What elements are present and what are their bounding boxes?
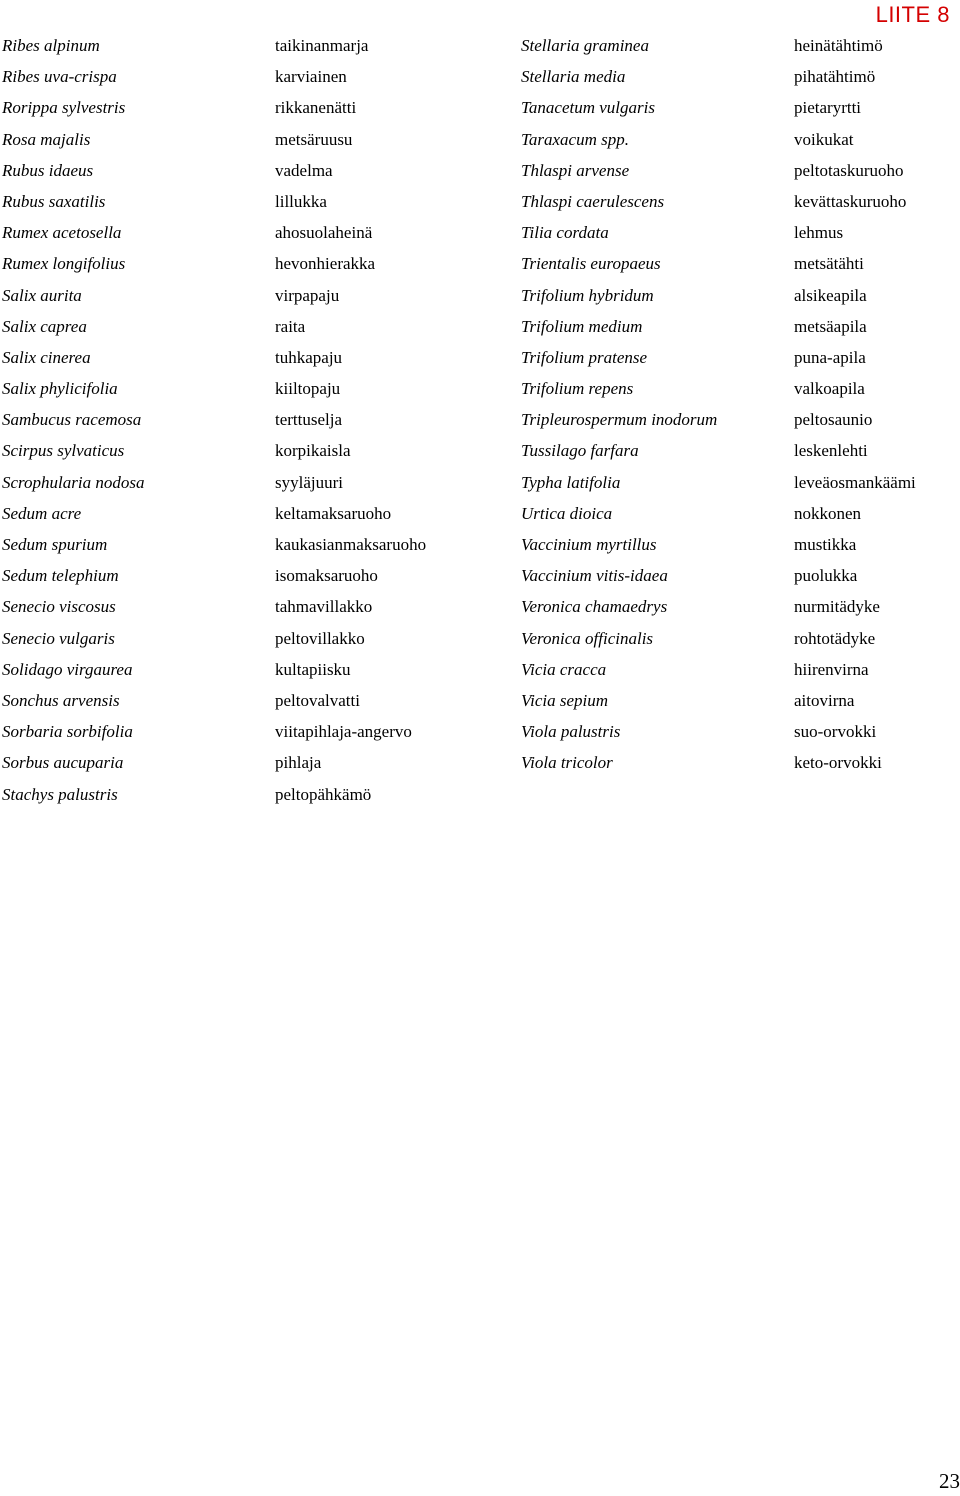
appendix-label: LIITE 8: [875, 2, 950, 27]
finnish-name-cell: ahosuolaheinä: [275, 223, 373, 243]
table-row: [0, 750, 960, 781]
latin-name-cell: Trientalis europaeus: [521, 254, 661, 274]
finnish-name-cell: taikinanmarja: [275, 36, 369, 55]
latin-name-cell: Salix caprea: [2, 316, 87, 336]
latin-name-cell: Rubus saxatilis: [2, 191, 106, 211]
latin-name-cell: Veronica chamaedrys: [521, 597, 668, 617]
table-row: [0, 470, 960, 501]
finnish-name-cell: leskenlehti: [794, 441, 868, 461]
table-row: [0, 719, 960, 750]
finnish-name-cell: suo-orvokki: [794, 722, 877, 742]
table-row: [0, 407, 960, 438]
table-row: [0, 501, 960, 532]
table-row: [0, 95, 960, 126]
latin-name-cell: Stellaria media: [521, 67, 626, 87]
latin-name-cell: Tussilago farfara: [521, 441, 639, 461]
latin-name-cell: Urtica dioica: [521, 503, 613, 523]
finnish-name-cell: metsäapila: [794, 316, 867, 336]
latin-name-cell: Stellaria graminea: [521, 36, 649, 55]
latin-name-cell: Sambucus racemosa: [2, 410, 142, 430]
latin-name-cell: Scirpus sylvaticus: [2, 441, 125, 461]
table-row: [0, 532, 960, 563]
latin-name-cell: Trifolium pratense: [521, 347, 648, 367]
table-row: [0, 376, 960, 407]
finnish-name-cell: puolukka: [794, 566, 858, 586]
finnish-name-cell: metsätähti: [794, 254, 864, 274]
latin-name-cell: Thlaspi caerulescens: [521, 191, 665, 211]
finnish-name-cell: viitapihlaja-angervo: [275, 722, 412, 742]
table-row: [0, 158, 960, 189]
finnish-name-cell: valkoapila: [794, 379, 865, 399]
finnish-name-cell: alsikeapila: [794, 285, 867, 305]
table-row: [0, 594, 960, 625]
latin-name-cell: Stachys palustris: [2, 784, 118, 804]
finnish-name-cell: aitovirna: [794, 690, 855, 710]
finnish-name-cell: tuhkapaju: [275, 347, 343, 367]
finnish-name-cell: keltamaksaruoho: [275, 503, 392, 523]
table-row: [0, 563, 960, 594]
finnish-name-cell: raita: [275, 316, 306, 336]
finnish-name-cell: keto-orvokki: [794, 753, 882, 773]
latin-name-cell: Senecio viscosus: [2, 597, 116, 617]
finnish-name-cell: syyläjuuri: [275, 472, 343, 492]
finnish-name-cell: peltovalvatti: [275, 690, 360, 710]
species-table: [0, 33, 960, 813]
latin-name-cell: Trifolium repens: [521, 379, 634, 399]
latin-name-cell: Vicia cracca: [521, 659, 607, 679]
finnish-name-cell: kevättaskuruoho: [794, 191, 907, 211]
latin-name-cell: Thlaspi arvense: [521, 160, 630, 180]
finnish-name-cell: rohtotädyke: [794, 628, 876, 648]
finnish-name-cell: vadelma: [275, 160, 333, 180]
latin-name-cell: Vaccinium vitis-idaea: [521, 566, 668, 586]
table-row: [0, 688, 960, 719]
finnish-name-cell: nurmitädyke: [794, 597, 880, 617]
finnish-name-cell: peltovillakko: [275, 628, 365, 648]
table-row: [0, 626, 960, 657]
latin-name-cell: Veronica officinalis: [521, 628, 654, 648]
latin-name-cell: Salix aurita: [2, 285, 82, 305]
latin-name-cell: Trifolium medium: [521, 316, 643, 336]
finnish-name-cell: lehmus: [794, 223, 844, 243]
page-number: 23: [939, 1469, 960, 1493]
latin-name-cell: Ribes uva-crispa: [2, 67, 117, 87]
latin-name-cell: Senecio vulgaris: [2, 628, 115, 648]
latin-name-cell: Typha latifolia: [521, 472, 621, 492]
latin-name-cell: Rorippa sylvestris: [2, 98, 126, 118]
finnish-name-cell: hevonhierakka: [275, 254, 376, 274]
table-row: [0, 64, 960, 95]
latin-name-cell: Vicia sepium: [521, 690, 609, 710]
finnish-name-cell: lillukka: [275, 191, 327, 211]
finnish-name-cell: peltosaunio: [794, 410, 873, 430]
finnish-name-cell: puna-apila: [794, 347, 866, 367]
table-row: [0, 345, 960, 376]
finnish-name-cell: tahmavillakko: [275, 597, 373, 617]
finnish-name-cell: kaukasianmaksaruoho: [275, 535, 427, 554]
table-row: [0, 189, 960, 220]
table-row: [0, 127, 960, 158]
latin-name-cell: Sedum telephium: [2, 566, 119, 586]
latin-name-cell: Scrophularia nodosa: [2, 472, 145, 492]
finnish-name-cell: mustikka: [794, 535, 857, 554]
finnish-name-cell: terttuselja: [275, 410, 343, 430]
finnish-name-cell: kultapiisku: [275, 659, 351, 679]
latin-name-cell: Vaccinium myrtillus: [521, 535, 657, 554]
latin-name-cell: Rubus idaeus: [2, 160, 94, 180]
finnish-name-cell: heinätähtimö: [794, 36, 883, 55]
table-row: [0, 438, 960, 469]
finnish-name-cell: korpikaisla: [275, 441, 351, 461]
finnish-name-cell: voikukat: [794, 129, 854, 149]
finnish-name-cell: hiirenvirna: [794, 659, 869, 679]
latin-name-cell: Tanacetum vulgaris: [521, 98, 655, 118]
latin-name-cell: Sorbus aucuparia: [2, 753, 124, 773]
finnish-name-cell: peltotaskuruoho: [794, 160, 904, 180]
latin-name-cell: Trifolium hybridum: [521, 285, 654, 305]
finnish-name-cell: metsäruusu: [275, 129, 353, 149]
table-row: [0, 33, 960, 64]
finnish-name-cell: isomaksaruoho: [275, 566, 378, 586]
finnish-name-cell: pietaryrtti: [794, 98, 862, 118]
latin-name-cell: Viola tricolor: [521, 753, 613, 773]
table-row: [0, 314, 960, 345]
finnish-name-cell: rikkanenätti: [275, 98, 357, 118]
table-row: [0, 283, 960, 314]
latin-name-cell: Ribes alpinum: [2, 36, 100, 55]
finnish-name-cell: virpapaju: [275, 285, 340, 305]
latin-name-cell: Viola palustris: [521, 722, 621, 742]
finnish-name-cell: nokkonen: [794, 503, 862, 523]
latin-name-cell: Sorbaria sorbifolia: [2, 722, 133, 742]
latin-name-cell: Taraxacum spp.: [521, 129, 629, 149]
finnish-name-cell: pihlaja: [275, 753, 322, 773]
latin-name-cell: Tilia cordata: [521, 223, 609, 243]
table-row: [0, 657, 960, 688]
finnish-name-cell: pihatähtimö: [794, 67, 876, 87]
finnish-name-cell: kiiltopaju: [275, 379, 341, 399]
latin-name-cell: Salix phylicifolia: [2, 379, 118, 399]
latin-name-cell: Sedum spurium: [2, 535, 108, 554]
latin-name-cell: Sedum acre: [2, 503, 82, 523]
table-row: [0, 251, 960, 282]
table-row: [0, 782, 960, 813]
latin-name-cell: Solidago virgaurea: [2, 659, 133, 679]
latin-name-cell: Rosa majalis: [2, 129, 91, 149]
finnish-name-cell: peltopähkämö: [275, 784, 372, 804]
table-row: [0, 220, 960, 251]
latin-name-cell: Sonchus arvensis: [2, 690, 120, 710]
latin-name-cell: Salix cinerea: [2, 347, 91, 367]
finnish-name-cell: karviainen: [275, 67, 347, 87]
latin-name-cell: Tripleurospermum inodorum: [521, 410, 718, 430]
finnish-name-cell: leveäosmankäämi: [794, 472, 916, 492]
latin-name-cell: Rumex acetosella: [2, 223, 122, 243]
latin-name-cell: Rumex longifolius: [2, 254, 126, 274]
